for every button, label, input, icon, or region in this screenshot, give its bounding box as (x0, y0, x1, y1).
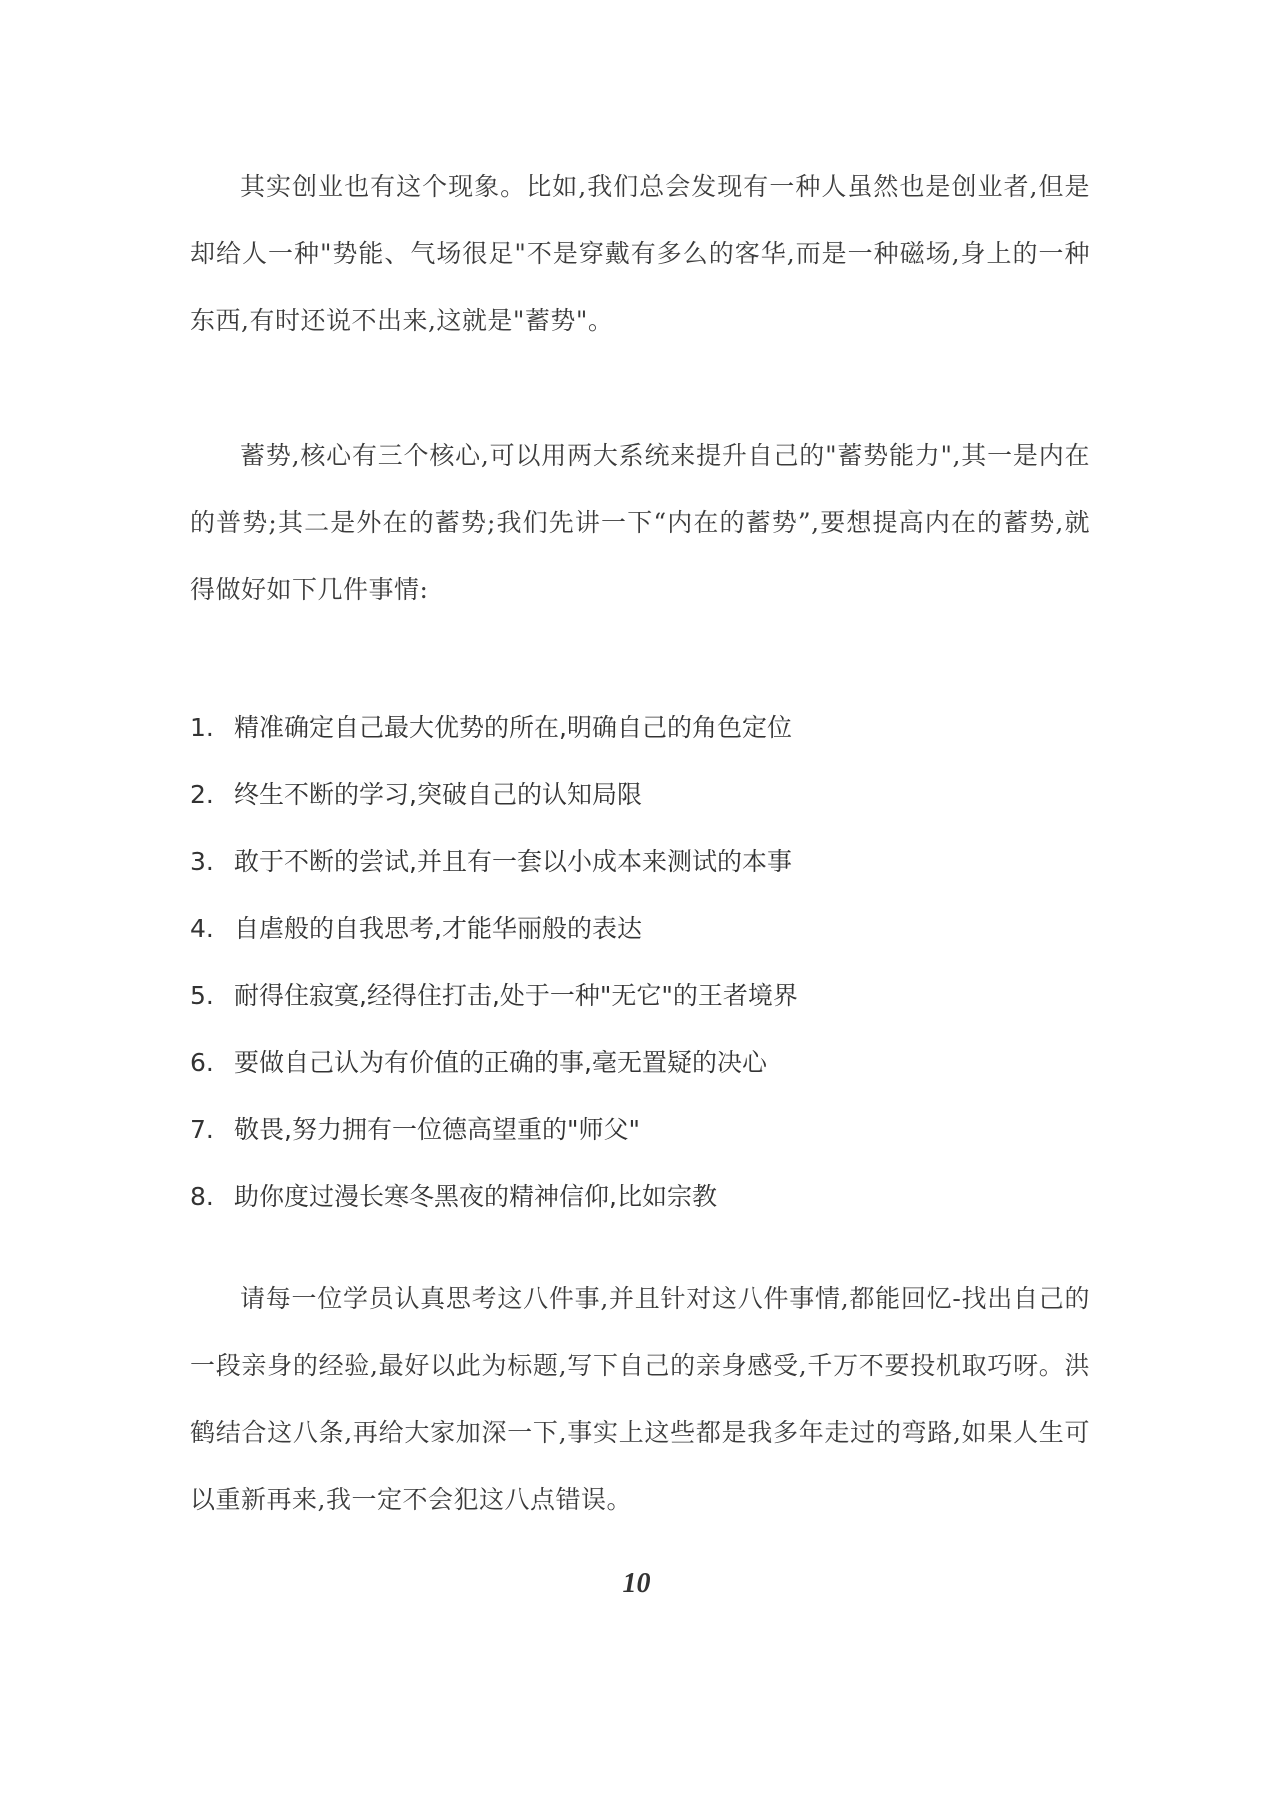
list-item-text: 敬畏,努力拥有一位德高望重的"师父" (234, 1115, 640, 1144)
list-item-text: 要做自己认为有价值的正确的事,毫无置疑的决心 (234, 1048, 767, 1077)
list-item-text: 耐得住寂寞,经得住打击,处于一种"无它"的王者境界 (234, 981, 798, 1010)
list-item-text: 敢于不断的尝试,并且有一套以小成本来测试的本事 (234, 847, 792, 876)
list-item (190, 1029, 1090, 1096)
list-item (190, 895, 1090, 962)
list-item-number: 3. (190, 847, 214, 876)
list-item (190, 1163, 1090, 1230)
list-item (190, 962, 1090, 1029)
list-item-number: 1. (190, 713, 214, 742)
paragraph-xushi-core: 蓄势,核心有三个核心,可以用两大系统来提升自己的"蓄势能力",其一是内在的普势;其二是外在的蓄势;我们先讲一下“内在的蓄势”,要想提高内在的蓄势,就得做好如下几件事情: (190, 441, 1090, 604)
list-item (190, 1096, 1090, 1163)
paragraph-closing: 请每一位学员认真思考这八件事,并且针对这八件事情,都能回忆-找出自己的一段亲身的经验,最好以此为标题,写下自己的亲身感受,千万不要投机取巧呀。洪鹤结合这八条,再给大家加深一下,事实上这些都是我多年走过的弯路,如果人生可以重新再来,我一定不会犯这八点错误。 (190, 1284, 1090, 1514)
list-item-number: 4. (190, 914, 214, 943)
list-item-text: 自虐般的自我思考,才能华丽般的表达 (234, 914, 642, 943)
list-item-text: 终生不断的学习,突破自己的认知局限 (234, 780, 642, 809)
list-item (190, 694, 1090, 761)
page-number: 10 (622, 1568, 651, 1599)
list-item (190, 761, 1090, 828)
list-item-number: 8. (190, 1182, 214, 1211)
list-item-number: 6. (190, 1048, 214, 1077)
paragraph-xushi-intro: 其实创业也有这个现象。比如,我们总会发现有一种人虽然也是创业者,但是却给人一种"势能、气场很足"不是穿戴有多么的客华,而是一种磁场,身上的一种东西,有时还说不出来,这就是"蓄势"。 (190, 172, 1090, 335)
list-item-number: 5. (190, 981, 214, 1010)
list-item-number: 2. (190, 780, 214, 809)
list-item (190, 828, 1090, 895)
eight-things-list (190, 694, 1090, 1230)
list-item-text: 精准确定自己最大优势的所在,明确自己的角色定位 (234, 713, 792, 742)
list-item-number: 7. (190, 1115, 214, 1144)
list-item-text: 助你度过漫长寒冬黑夜的精神信仰,比如宗教 (234, 1182, 717, 1211)
